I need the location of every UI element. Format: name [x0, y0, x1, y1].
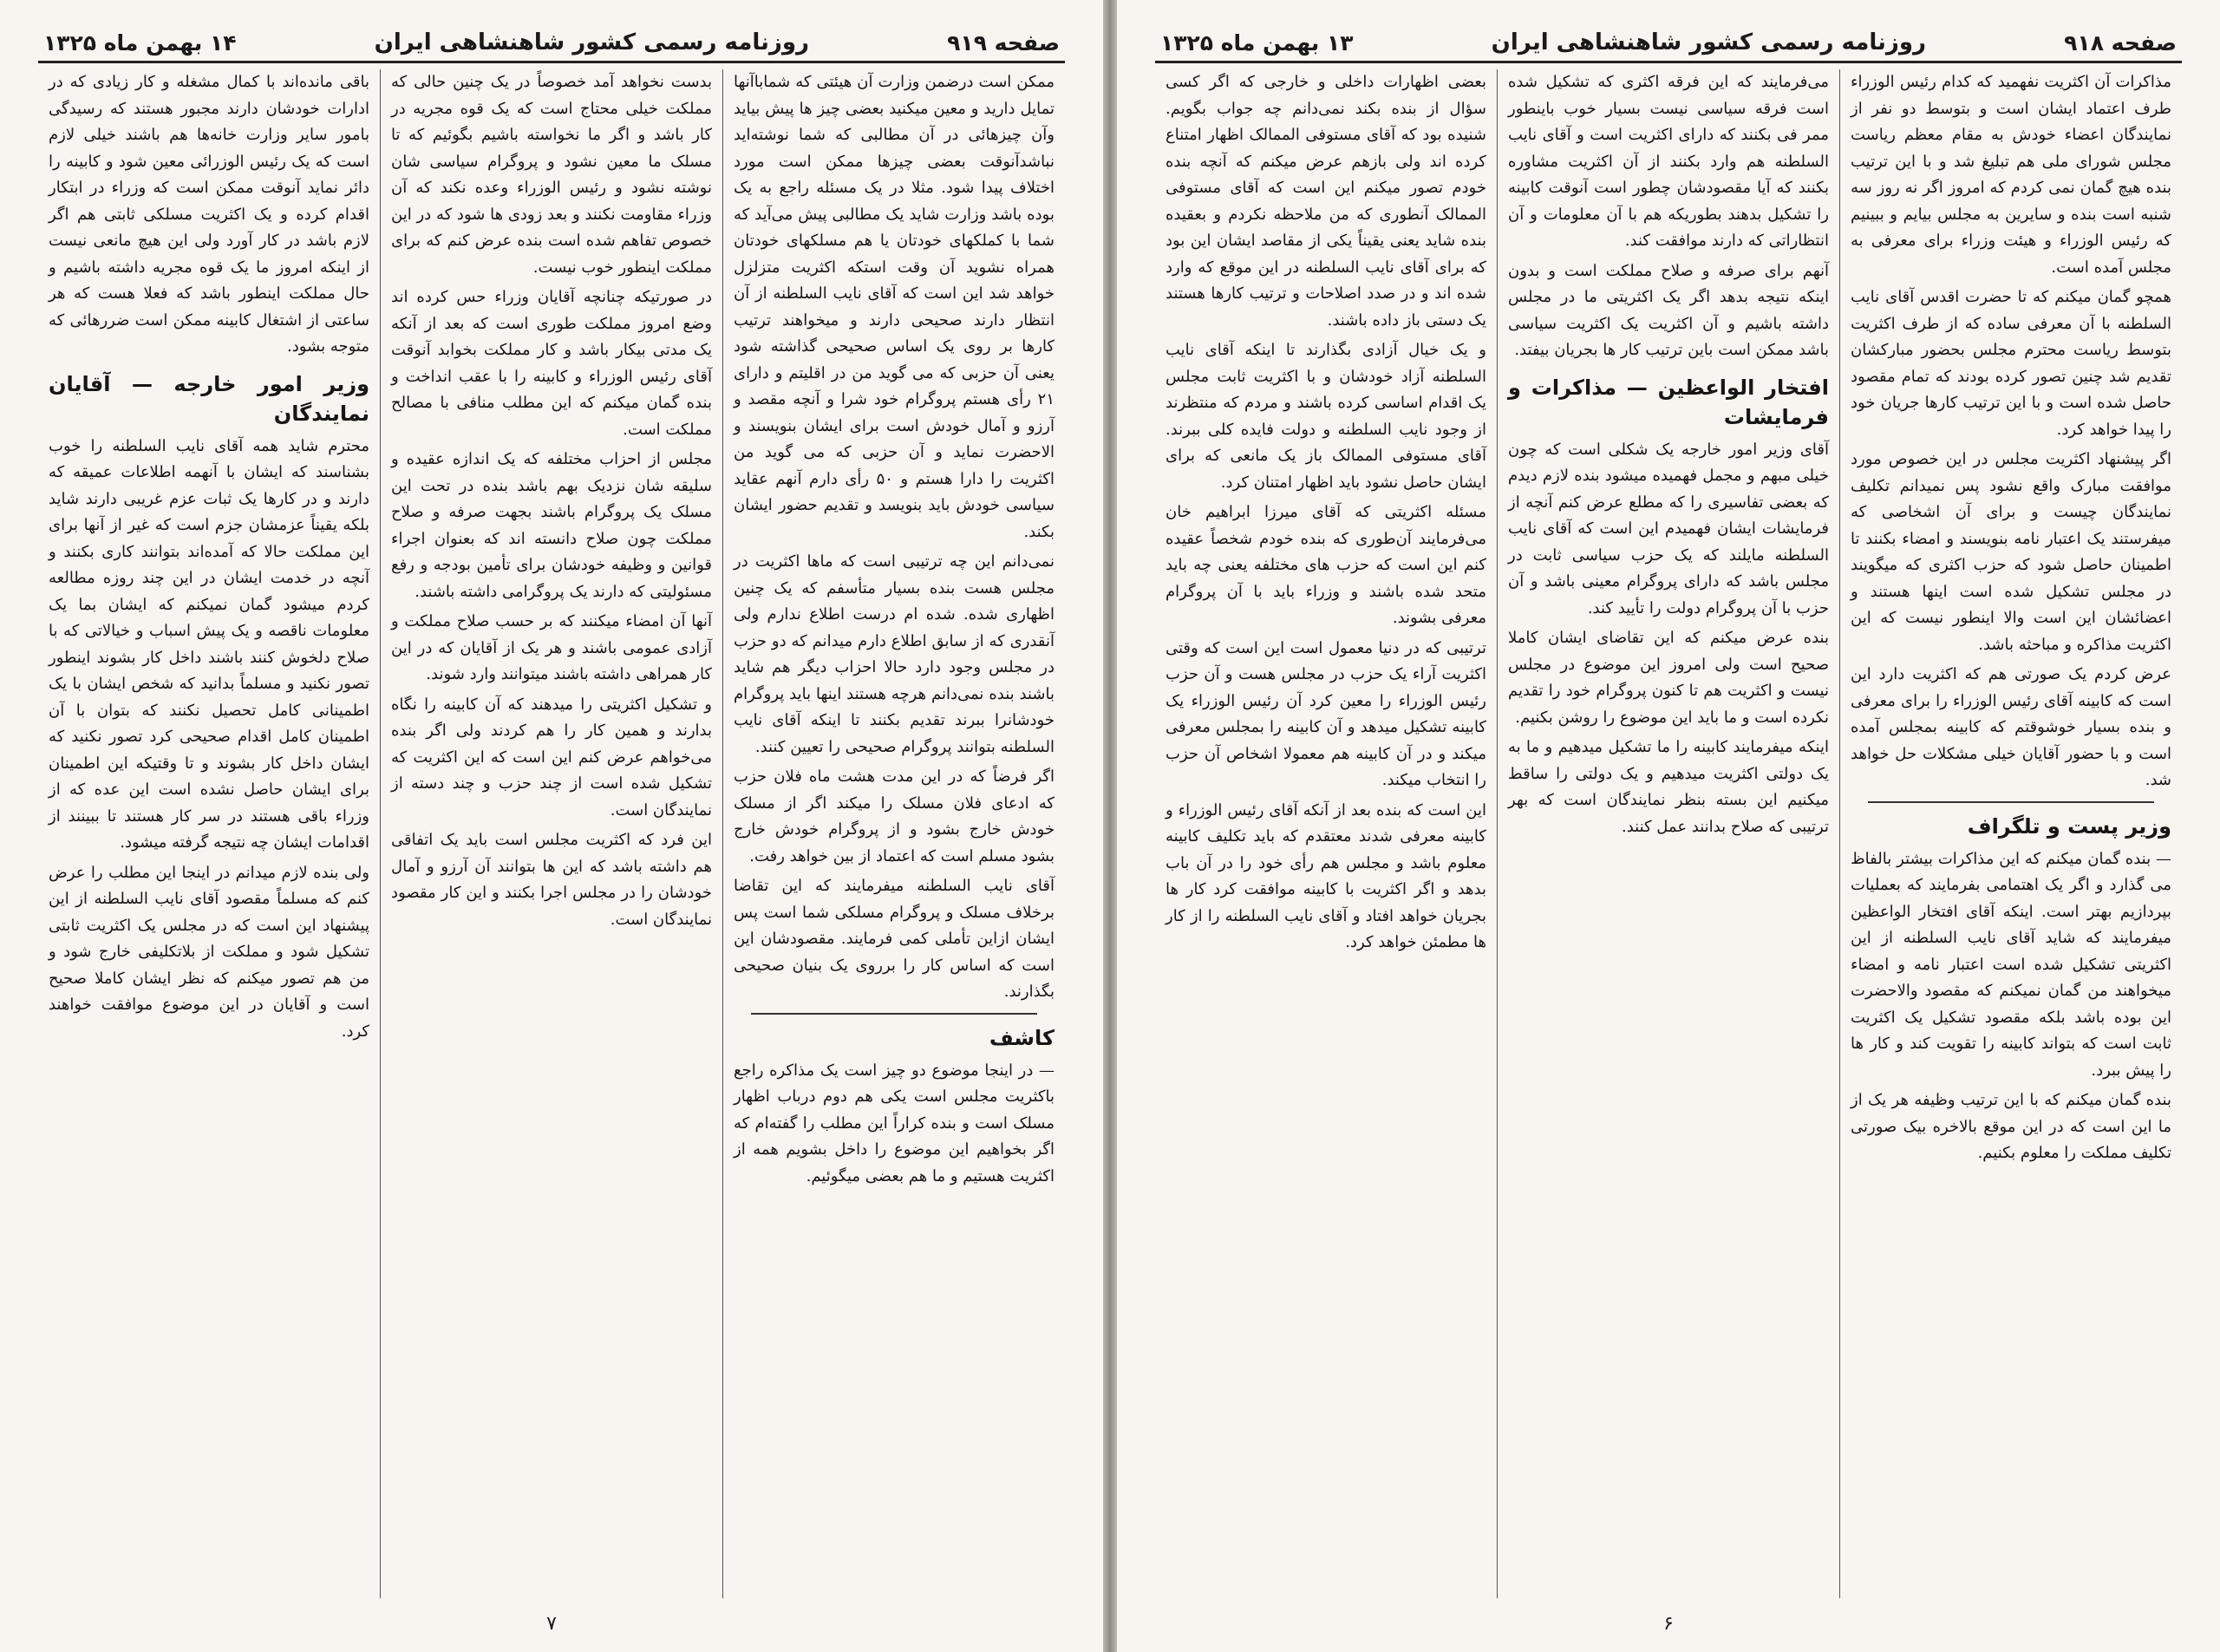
article-paragraph: عرض کردم یک صورتی هم که اکثریت دارد این است که کابینه آقای رئیس الوزراء را برای معرفی و بنده بسیار خوشوقتم که کابینه بمجلس آمده است و با حضور آقایان خیلی مشکلات حل خواهد شد.	[1851, 665, 2171, 789]
right-date: ۱۳ بهمن ماه ۱۳۲۵	[1160, 30, 1354, 56]
speaker-heading: وزیر امور خارجه — آقایان نمایندگان	[49, 371, 369, 426]
article-paragraph: نمی‌دانم این چه ترتیبی است که ماها اکثریت در مجلس هست بنده بسیار متأسفم که یک چنین اظهاری شده. شده ام درست اطلاع ندارم ولی آنقدری که از سابق اطلاع دارم میدانم که دو حزب در مجلس وجود دارد حالا احزاب دیگر هم شاید باشند بنده نمی‌دانم هرچه هستند اینها باید پروگرام خودشانرا ببرند تقدیم بکنند تا اینکه آقای نایب السلطنه بتوانند پروگرام صحیحی را تعیین کنند.	[734, 552, 1054, 756]
section-separator	[1868, 801, 2154, 803]
right-columns	[1155, 69, 2182, 1598]
article-paragraph: آنها آن امضاء میکنند که بر حسب صلاح مملکت و آزادی عمومی باشند و هر یک از آقایان که در این کار همراهی داشته باشند میتوانند وارد شوند.	[391, 612, 712, 683]
left-folio: ۷	[546, 1613, 557, 1635]
article-paragraph: مجلس از احزاب مختلفه که یک اندازه عقیده و سلیقه شان نزدیک بهم باشد بنده در تحت این مسلک یک پروگرام باشند بجهت صرفه و صلاح مملکت چون صلاح دانسته اند که بعنوان اجراء قوانین و وظیفه خودشان برای تأمین بودجه و رفع مسئولیتی که دارند یک پروگرامی داشته باشند.	[391, 450, 712, 601]
left-masthead	[38, 29, 1065, 63]
article-paragraph: ولی بنده لازم میدانم در اینجا این مطلب را عرض کنم که مسلماً مقصود آقای نایب السلطنه از این پیشنهاد این است که در مجلس یک اکثریت ثابتی تشکیل شود و مملکت از بلاتکلیفی خارج شود و من هم تصور میکنم که نظر ایشان کاملا صحیح است و آقایان در این موضوع موافقت خواهند کرد.	[49, 863, 369, 1041]
right-page-label: صفحه ۹۱۸	[2064, 30, 2177, 56]
article-paragraph: اینکه میفرمایند کابینه را ما تشکیل میدهیم و ما به یک دولتی اکثریت میدهیم و یک دولتی را ساقط میکنیم این بسته بنظر نمایندگان است که بهر ترتیبی که صلاح بدانند عمل کنند.	[1508, 738, 1829, 836]
article-column	[380, 69, 722, 1598]
right-newspaper-title: روزنامه رسمی کشور شاهنشاهی ایران	[1491, 29, 1926, 56]
article-paragraph: مذاکرات آن اکثریت نفهمید که کدام رئیس الوزراء طرف اعتماد ایشان است و بتوسط دو نفر از نمایندگان اعضاء خودش به مقام معظم ریاست مجلس شورای ملی هم تبلیغ شد و با این ترتیب بنده هیچ گمان نمی کردم که امروز اگر نه روز سه شنبه است بنده و سایرین به مجلس بیایم و ببینیم که رئیس الوزراء و هیئت وزراء برای معرفی به مجلس آمده است.	[1851, 73, 2171, 277]
speaker-heading: وزیر پست و تلگراف	[1967, 813, 2171, 839]
article-paragraph: این فرد که اکثریت مجلس است باید یک اتفاقی هم داشته باشد که این ها بتوانند آن آرزو و آمال خودشان را در مجلس اجرا بکنند و این کار مقصود نمایندگان است.	[391, 831, 712, 929]
article-paragraph: بنده عرض میکنم که این تقاضای ایشان کاملا صحیح است ولی امروز این موضوع در مجلس نیست و اکثریت هم تا کنون پروگرام خود را تقدیم نکرده است و ما باید این موضوع را روشن بکنیم.	[1508, 629, 1829, 727]
article-column	[38, 69, 380, 1598]
article-paragraph: همچو گمان میکنم که تا حضرت اقدس آقای نایب السلطنه با آن معرفی ساده که از طرف اکثریت بتوسط ریاست محترم مجلس بحضور مبارکشان تقدیم شد چنین تصور کرده بودند که تمام مقصود حاصل شده است و با این ترتیب کارها جریان خود را پیدا خواهد کرد.	[1851, 288, 2171, 439]
article-paragraph: — در اینجا موضوع دو چیز است یک مذاکره راجع باکثریت مجلس است یکی هم دوم درباب اظهار مسلک است و بنده کراراً این مطلب را گفته‌ام که اگر بخواهیم این موضوع را داخل بشویم همه از اکثریت هستیم و ما هم بعضی میگوئیم.	[734, 1061, 1054, 1185]
left-date: ۱۴ بهمن ماه ۱۳۲۵	[43, 30, 237, 56]
speaker-heading: افتخار الواعظین — مذاکرات و فرمایشات	[1508, 375, 1829, 429]
book-gutter	[1103, 0, 1117, 1652]
left-columns	[38, 69, 1065, 1598]
article-paragraph: ممکن است درضمن وزارت آن هیئتی که شماباآنها تمایل دارید و معین میکنید بعضی چیز ها پیش بیاید وآن چیزهائی در آن مطالبی که شما نوشته‌اید نباشدآنوقت بعضی چیزها ممکن است مورد اختلاف پیدا شود. مثلا در یک مسئله راجع به یک بوده باشد وزارت شاید یک مطالبی پیش می‌آید که شما با کملکهای خودتان یا هم مسلکهای خودتان همراه نشوید آن وقت استکه اکثریت متزلزل خواهد شد این است که آقای نایب السلطنه از آن انتظار دارند صحیحی دارند و میخواهند ترتیب کارها بر روی یک اساس صحیحی گذاشته شود یعنی آن حزبی که می گوید من در اقلیتم و دارای ۲۱ رأی هستم پروگرام خود شرا و آنچه مقصد و آرزو و آمال خودش است برای ایشان بنویسند و الاحضرت نماید و آن حزبی که می گوید من اکثریت را دارا هستم و ۵۰ رأی دارم آنهم عقاید سیاسی خودش باید بنویسد و تقدیم حضور ایشان بکند.	[734, 73, 1054, 541]
article-paragraph: بدست نخواهد آمد خصوصاً در یک چنین حالی که مملکت خیلی محتاج است که یک قوه مجریه در کار باشد و اگر ما نخواسته باشیم بگوئیم که تا مسلک ما معین نشود و پروگرام سیاسی شان نوشته نشود و رئیس الوزراء وعده نکند که آن وزراء مقاومت نکنند و بعد زودی ها شود که در این خصوص تفاهم شده است بنده عرض کنم که برای مملکت اینطور خوب نیست.	[391, 73, 712, 277]
article-paragraph: و تشکیل اکثریتی را میدهند که آن کابینه را نگاه بدارند و همین کار را هم کردند ولی اگر بنده می‌خواهم عرض کنم این است که این اکثریت که تشکیل شده است از چند حزب و چند دسته از نمایندگان است.	[391, 695, 712, 819]
article-paragraph: اگر فرضاً که در این مدت هشت ماه فلان حزب که ادعای فلان مسلک را میکند اگر از مسلک خودش خارج بشود و از پروگرام خودش خارج بشود مسلم است که اعتماد از بین خواهد رفت.	[734, 767, 1054, 865]
article-paragraph: باقی مانده‌اند با کمال مشغله و کار زیادی که در ادارات خودشان دارند مجبور هستند که رسیدگی بامور سایر وزارت خانه‌ها هم باشند خیلی لازم است که یک رئیس الوزرائی معین شود و کابینه را دائر نماید آنوقت ممکن است که وزراء در ابتکار اقدام کرده و یک اکثریت مسلکی ثابتی هم اگر لازم باشد در کار آورد ولی این هیچ مانعی نیست از اینکه امروز ما یک قوه مجریه داشته باشیم و حال مملکت اینطور باشد که فعلا هست که هر ساعتی از اشتغال کابینه ممکن است ضررهائی که متوجه بشود.	[49, 73, 369, 356]
article-paragraph: — بنده گمان میکنم که این مذاکرات بیشتر بالفاظ می گذارد و اگر یک اهتمامی بفرمایند که بعملیات بپردازیم بهتر است. اینکه آقای افتخار الواعظین میفرمایند که شاید آقای نایب السلطنه از این اکثریتی تشکیل شده است اعتبار نامه و امضاء میخواهند من گمان نمیکنم که مقصود والاحضرت این بوده باشد بلکه مقصود تشکیل یک اکثریت ثابت است که بتواند کابینه را تقویت کند و کار ها را پیش ببرد.	[1851, 849, 2171, 1080]
article-column	[1839, 69, 2182, 1598]
right-masthead	[1155, 29, 2182, 63]
article-paragraph: محترم شاید همه آقای نایب السلطنه را خوب بشناسند که ایشان با آنهمه اطلاعات عمیقه که دارند و در کارها یک ثبات عزم غریبی دارند شاید بلکه یقیناً عزمشان جزم است که غیر از آنها برای این مملکت حالا که آمده‌اند بتوانند کاری بکنند و آنچه در خدمت ایشان در این چند روزه مطالعه کردم میشود گمان نمیکنم که ایشان بما یک معلومات ناقصه و یک پیش اسباب و خیالاتی که با صلاح دلخوش کنند باشند داخل کار بشوند اینطور تصور نکنید و مسلماً بدانید که شخص ایشان با یک اطمینانی کامل تحصیل نکنند که بتوان با آن اطمینان کامل اقدام صحیحی کرد تصور نکنید که ایشان داخل کار بشوند و تا وقتیکه این اطمینان برای ایشان حاصل نشده است این عده که از وزراء باقی هستند در سر کار هستند تا ببینند از اقدامات ایشان چه نتیجه گرفته میشود.	[49, 436, 369, 852]
article-paragraph: آقای وزیر امور خارجه یک شکلی است که چون خیلی مبهم و مجمل فهمیده میشود بنده لازم دیدم که بعضی تفاسیری را که مطلع عرض کنم آنچه از فرمایشات ایشان فهمیدم این است که آقای نایب السلطنه مایلند که یک حزب سیاسی ثابت در مجلس باشد که دارای پروگرام معینی باشد و آن حزب با آن پروگرام دولت را تأیید کند.	[1508, 440, 1829, 617]
article-paragraph: در صورتیکه چنانچه آقایان وزراء حس کرده اند وضع امروز مملکت طوری است که بعد از آنکه یک مدتی بیکار باشد و کار مملکت بخوابد آنوقت آقای رئیس الوزراء و کابینه را با عقب انداخت و بنده گمان میکنم که این مطلب منافی با مصالح مملکت است.	[391, 288, 712, 439]
article-paragraph: بعضی اظهارات داخلی و خارجی که اگر کسی سؤال از بنده بکند نمی‌دانم چه جواب بگویم. شنیده بود که آقای مستوفی الممالک اظهار امتناع کرده اند ولی بازهم عرض میکنم که آنچه بنده خودم تصور میکنم این است که آقای مستوفی الممالک آنطوری که من ملاحظه نکردم و بعقیده بنده شاید یعنی یقیناً یکی از مقاصد ایشان این بود که برای آقای نایب السلطنه در این موقع که وارد شده اند و در صدد اصلاحات و ترتیب کارها هستند یک دستی باز داده باشند.	[1166, 73, 1486, 330]
right-folio: ۶	[1663, 1613, 1674, 1635]
article-paragraph: ترتیبی که در دنیا معمول است این است که وقتی اکثریت آراء یک حزب در مجلس هست و آن حزب رئیس الوزراء را معین کرد آن رئیس الوزراء یک کابینه تشکیل میدهد و آن کابینه را بمجلس معرفی میکند و در آن کابینه هم معمولا اشخاص آن حزب را انتخاب میکند.	[1166, 638, 1486, 789]
left-page-label: صفحه ۹۱۹	[947, 30, 1060, 56]
article-paragraph: بنده گمان میکنم که با این ترتیب وظیفه هر یک از ما این است که در این موقع بالاخره بیک صورتی تکلیف مملکت را معلوم بکنیم.	[1851, 1091, 2171, 1162]
article-paragraph: مسئله اکثریتی که آقای میرزا ابراهیم خان می‌فرمایند آن‌طوری که بنده خودم شخصاً عقیده کنم این است که حزب های مختلفه یعنی چه باید متحد شده باشند و وزراء باید با آن پروگرام معرفی بشوند.	[1166, 503, 1486, 627]
left-page	[0, 0, 1103, 1652]
article-paragraph: آنهم برای صرفه و صلاح مملکت است و بدون اینکه نتیجه بدهد اگر یک اکثریتی ما در مجلس داشته باشیم و آن اکثریت یک اکثریت سیاسی باشد ممکن است باین ترتیب کار ها بجریان بیفتد.	[1508, 261, 1829, 359]
article-paragraph: می‌فرمایند که این فرقه اکثری که تشکیل شده است فرقه سیاسی نیست بسیار خوب باینطور ممر فی بکنند که دارای اکثریت است و آقای نایب السلطنه هم وارد بکنند از آن اکثریت مشاوره بکنند که آیا مقصودشان چطور است آنوقت کابینه را تشکیل بدهند بطوریکه هم با آن معلومات و آن انتظاراتی که دارند موافقت کند.	[1508, 73, 1829, 250]
section-separator	[751, 1013, 1037, 1015]
article-paragraph: این است که بنده بعد از آنکه آقای رئیس الوزراء و کابینه معرفی شدند معتقدم که باید تکلیف کابینه معلوم باشد و مجلس هم رأی خود را در آن باب بدهد و اگر اکثریت با کابینه موافقت کرد کار ها بجریان خواهد افتاد و آقای نایب السلطنه را از کار ها مطمئن خواهد کرد.	[1166, 800, 1486, 951]
article-paragraph: و یک خیال آزادی بگذارند تا اینکه آقای نایب السلطنه آزاد خودشان و با اکثریت ثابت مجلس یک اقدام اساسی کرده باشند و مردم که منتظرند از وجود نایب السلطنه و دولت فایده کلی ببرند. آقای مستوفی الممالک باز یک مانعی که برای ایشان حاصل نشود باید اظهار امتنان کرد.	[1166, 341, 1486, 492]
article-paragraph: آقای نایب السلطنه میفرمایند که این تقاضا برخلاف مسلک و پروگرام مسلکی شما است پس ایشان ازاین تأملی کمی فرمایند. مقصودشان این است که اساس کار را برروی یک بنیان صحیحی بگذارند.	[734, 877, 1054, 1001]
article-paragraph: اگر پیشنهاد اکثریت مجلس در این خصوص مورد موافقت مبارک واقع نشود پس نمیدانم تکلیف نمایندگان چیست و برای آن اشخاصی که میفرستند یک اعتبار نامه بنویسند و امضاء بکنند تا اطمینان حاصل شود که حزب اکثری که میگویند در مجلس تشکیل شده است اینها هستند و اعضائشان این است والا اینطور نیست که این اکثریت مذاکره و مباحثه باشد.	[1851, 450, 2171, 654]
left-newspaper-title: روزنامه رسمی کشور شاهنشاهی ایران	[374, 29, 809, 56]
article-column	[1497, 69, 1839, 1598]
right-page	[1117, 0, 2220, 1652]
article-column	[1155, 69, 1497, 1598]
article-column	[722, 69, 1065, 1598]
speaker-heading: کاشف	[989, 1025, 1054, 1050]
